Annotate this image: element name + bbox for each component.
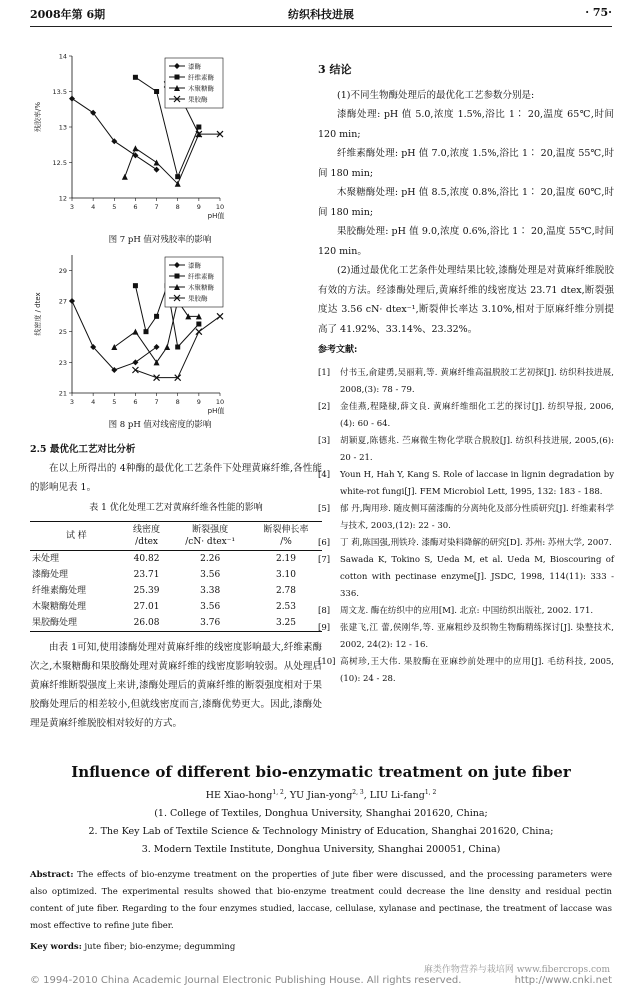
data-point	[154, 167, 160, 173]
keywords-label: Key words:	[30, 942, 82, 953]
data-point	[144, 329, 149, 334]
english-title: Influence of different bio-enzymatic treatment on jute fiber	[71, 763, 571, 781]
x-tick-label: 3	[69, 398, 75, 406]
figure-7-chart	[30, 40, 280, 230]
y-axis-label: 线密度 / dtex	[34, 292, 42, 336]
english-abstract	[30, 867, 612, 935]
journal-name: 纺织科技进展	[288, 8, 354, 21]
conclusion-1: (1)不同生物酶处理后的最优化工艺参数分别是:	[337, 89, 535, 101]
table-cell: 26.08	[123, 615, 171, 632]
watermark: 麻类作物营养与栽培网 www.fibercrops.com	[423, 965, 610, 975]
legend-label: 果胶酶	[188, 294, 208, 303]
y-tick-label: 12	[58, 194, 67, 203]
x-tick-label: 6	[133, 398, 138, 406]
page-header	[30, 6, 612, 24]
data-point	[133, 283, 138, 288]
ref-number: [8]	[318, 605, 331, 616]
table-cell: 27.01	[133, 602, 160, 612]
table-cell: 3.56	[200, 602, 221, 612]
ref-text: 郁 丹,陶用珍. 随皮侧耳菌漆酶的分离纯化及部分性质研究[J]. 纤维素科学与技术, 2003,(12): 22 - 30.	[340, 503, 614, 531]
x-tick-label: 6	[133, 203, 138, 211]
y-tick-label: 29	[58, 266, 67, 275]
x-tick-label: 10	[215, 398, 225, 406]
y-tick-label: 23	[58, 358, 67, 367]
reference-item	[318, 467, 614, 501]
series-line	[114, 301, 199, 362]
author-name: HE Xiao-hong	[205, 790, 273, 802]
ref-number: [10]	[318, 656, 336, 667]
issue-label: 2008年第 6期	[30, 8, 106, 21]
data-point	[122, 174, 128, 180]
paragraph-analysis: 由表 1可知,使用漆酶处理对黄麻纤维的线密度影响最大,纤维素酶次之,木聚糖酶和果胶酶处理对黄麻纤维的线密度影响较弱。从处理后黄麻纤维断裂强度上来讲,漆酶处理后的黄麻纤维的断裂强度相对于果胶酶处理后的相差较小,但就线密度而言,漆酶优势更大。因此,漆酶处理是黄麻纤维脱胶相对较好的方式。	[30, 642, 322, 729]
series-line	[125, 134, 199, 184]
author-affiliation-mark: 1, 2	[424, 789, 437, 796]
legend-label: 漆酶	[188, 261, 201, 270]
ref-number: [9]	[318, 622, 331, 633]
table-cell: 3.25	[250, 615, 322, 632]
ref-number: [5]	[318, 503, 331, 514]
data-point	[132, 367, 138, 373]
x-tick-label: 7	[154, 203, 159, 211]
table-row	[30, 583, 322, 599]
ref-text: 丁 莉,陈国强,刑铁玲. 漆酶对染料降解的研究[D]. 苏州: 苏州大学, 2007.	[340, 537, 612, 548]
author-name: , YU Jian-yong	[283, 790, 353, 802]
affiliation-2: 2. The Key Lab of Textile Science & Technology Ministry of Education, Shanghai 201620, China;	[88, 826, 554, 838]
reference-item	[318, 552, 614, 603]
legend-label: 纤维素酶	[188, 73, 214, 82]
table-cell: 漆酶处理	[32, 570, 69, 580]
page-number: · 75·	[585, 6, 612, 19]
conclusion-1-cellulase: 纤维素酶处理: pH 值 7.0,浓度 1.5%,浴比 1∶ 20,温度 55℃,时间 180 min;	[318, 148, 614, 179]
reference-item	[318, 365, 614, 399]
abstract-text: The effects of bio-enzyme treatment on the properties of jute fiber were discussed, and the processing parameters were also optimized. The experimental results showed that bio-enzyme treatment could decrease the line density and residual pectin content of jute fiber. Regarding to the four enzymes studied, laccase, cellulase, xylanase and pectinase, the treatment of laccase was most effective to refine jute fiber.	[30, 870, 613, 932]
references-list	[318, 365, 614, 688]
y-tick-label: 13.5	[52, 88, 67, 96]
left-column	[30, 440, 322, 733]
data-point	[132, 329, 138, 335]
table-header: 断裂强度 /cN· dtex⁻¹	[170, 522, 250, 551]
data-point	[154, 89, 159, 94]
table-cell: 3.38	[200, 586, 221, 596]
x-tick-label: 5	[112, 203, 117, 211]
reference-item	[318, 501, 614, 535]
data-point	[217, 313, 223, 319]
table-header: 线密度 /dtex	[123, 522, 171, 551]
ref-number: [7]	[318, 554, 331, 565]
data-point	[175, 75, 180, 80]
section-3-heading: 3 结论	[318, 63, 352, 76]
table-cell: 2.19	[275, 554, 297, 564]
section-2-5-heading: 2.5 最优化工艺对比分析	[30, 444, 136, 455]
y-tick-label: 13	[58, 123, 67, 132]
ref-text: Youn H, Hah Y, Kang S. Role of laccase in lignin degradation by white-rot fungi[J]. FEM Microbiol Lett, 1995, 132: 183 - 188.	[340, 469, 614, 497]
ref-number: [3]	[318, 435, 331, 446]
table-row	[30, 615, 322, 632]
legend-label: 木聚糖酶	[188, 84, 214, 93]
legend-label: 果胶酶	[188, 95, 208, 104]
table-cell: 3.56	[200, 570, 221, 580]
data-point	[196, 329, 202, 335]
y-tick-label: 21	[58, 389, 67, 398]
x-tick-label: 9	[196, 203, 201, 211]
figure-8-caption: 图 8 pH 值对线密度的影响	[108, 420, 212, 430]
header-rule	[30, 26, 612, 27]
x-axis-label: pH值	[207, 212, 225, 220]
table-header: 试 样	[30, 522, 123, 551]
data-point	[133, 75, 138, 80]
table-cell: 未处理	[32, 554, 60, 564]
ref-text: 金佳燕,程隆棣,薛文良. 黄麻纤维细化工艺的探讨[J]. 纺织导报, 2006,(4): 60 - 64.	[340, 401, 614, 429]
table-1	[30, 521, 322, 632]
right-column	[318, 60, 614, 688]
data-point	[196, 322, 201, 327]
english-abstract-block	[30, 760, 612, 956]
table-cell: 3.76	[170, 615, 250, 632]
data-point	[69, 298, 75, 304]
ref-text: Sawada K, Tokino S, Ueda M, et al. Ueda M, Bioscouring of cotton with pectinase enzyme[J]. JSDC, 1998, 114(11): 333 - 336.	[340, 554, 614, 599]
reference-item	[318, 603, 614, 620]
abstract-label: Abstract:	[30, 870, 74, 881]
author-affiliation-mark: 1, 2	[272, 789, 284, 796]
x-tick-label: 10	[215, 203, 225, 211]
y-tick-label: 25	[58, 328, 67, 337]
keywords-text: jute fiber; bio-enzyme; degumming	[84, 942, 236, 953]
footer-url[interactable]: http://www.cnki.net	[514, 975, 612, 986]
data-point	[154, 160, 160, 166]
data-point	[154, 359, 160, 365]
table-cell: 25.39	[133, 586, 160, 596]
reference-item	[318, 654, 614, 688]
copyright-notice: © 1994-2010 China Academic Journal Electronic Publishing House. All rights reserved.	[30, 975, 462, 986]
y-tick-label: 12.5	[52, 159, 67, 167]
conclusion-1-xylanase: 木聚糖酶处理: pH 值 8.5,浓度 0.8%,浴比 1∶ 20,温度 60℃,时间 180 min;	[318, 187, 614, 218]
data-point	[175, 274, 180, 279]
ref-number: [2]	[318, 401, 331, 412]
figure-7-caption: 图 7 pH 值对残胶率的影响	[108, 235, 212, 245]
affiliation-1: (1. College of Textiles, Donghua University, Shanghai 201620, China;	[154, 808, 488, 820]
table-cell: 果胶酶处理	[30, 615, 123, 632]
data-point	[164, 344, 170, 350]
series-line	[72, 301, 157, 370]
conclusion-1-laccase: 漆酶处理: pH 值 5.0,浓度 1.5%,浴比 1∶ 20,温度 65℃,时间 120 min;	[318, 109, 614, 140]
table-cell: 40.82	[133, 554, 160, 564]
data-point	[132, 145, 138, 151]
reference-item	[318, 620, 614, 654]
x-tick-label: 3	[69, 203, 75, 211]
x-tick-label: 4	[91, 398, 96, 406]
series-line	[72, 99, 157, 170]
figure-8-chart	[30, 245, 280, 415]
ref-text: 高树珍,王大伟. 果胶酶在亚麻纱前处理中的应用[J]. 毛纺科技, 2005,(10): 24 - 28.	[340, 656, 614, 684]
ref-text: 张建飞,江 蕾,侯刚华,等. 亚麻粗纱及织物生物酶精练探讨[J]. 染整技术, 2002, 24(2): 12 - 16.	[340, 622, 614, 650]
references-title: 参考文献:	[318, 345, 358, 355]
paragraph-intro: 在以上所得出的 4种酶的最优化工艺条件下处理黄麻纤维,各性能的影响见表 1。	[30, 463, 322, 493]
table-cell: 23.71	[133, 570, 160, 580]
reference-item	[318, 535, 614, 552]
english-keywords	[30, 939, 612, 956]
table-cell: 3.10	[275, 570, 297, 580]
y-tick-label: 27	[58, 297, 67, 306]
table-cell: 纤维素酶处理	[32, 586, 87, 596]
x-axis-label: pH值	[207, 407, 225, 415]
ref-text: 付书玉,俞建勇,吴丽莉,等. 黄麻纤维高温脱胶工艺初探[J]. 纺织科技进展, 2008,(3): 78 - 79.	[340, 367, 614, 395]
data-point	[69, 96, 75, 102]
ref-number: [1]	[318, 367, 331, 378]
y-tick-label: 14	[58, 52, 67, 61]
table-row	[30, 567, 322, 583]
x-tick-label: 7	[154, 398, 159, 406]
table-cell: 2.26	[200, 554, 221, 564]
data-point	[154, 314, 159, 319]
x-tick-label: 8	[175, 398, 180, 406]
ref-text: 胡颖夏,陈德兆. 苎麻微生物化学联合脱胶[J]. 纺织科技进展, 2005,(6): 20 - 21.	[340, 435, 614, 463]
legend-label: 纤维素酶	[188, 272, 214, 281]
x-tick-label: 4	[91, 203, 96, 211]
table-row	[30, 599, 322, 615]
table-cell: 2.78	[275, 586, 297, 596]
table-cell: 2.53	[275, 602, 297, 612]
data-point	[196, 125, 201, 130]
ref-number: [6]	[318, 537, 331, 548]
reference-item	[318, 399, 614, 433]
x-tick-label: 8	[175, 203, 180, 211]
legend-label: 木聚糖酶	[188, 283, 214, 292]
table-1-caption: 表 1 优化处理工艺对黄麻纤维各性能的影响	[89, 503, 263, 513]
conclusion-1-pectinase: 果胶酶处理: pH 值 9.0,浓度 0.6%,浴比 1∶ 20,温度 55℃,时间 120 min。	[318, 226, 614, 257]
data-point	[175, 345, 180, 350]
table-row	[30, 551, 322, 568]
author-affiliation-mark: 2, 3	[352, 789, 364, 796]
table-cell: 木聚糖酶处理	[32, 602, 87, 612]
affiliation-3: 3. Modern Textile Institute, Donghua University, Shanghai 200051, China)	[141, 844, 501, 856]
english-authors	[30, 784, 612, 805]
ref-number: [4]	[318, 469, 331, 480]
y-axis-label: 残胶率/%	[34, 101, 42, 133]
author-name: , LIU Li-fang	[363, 790, 425, 802]
legend-label: 漆酶	[188, 62, 201, 71]
x-tick-label: 9	[196, 398, 201, 406]
x-tick-label: 5	[112, 398, 117, 406]
table-header: 断裂伸长率 /%	[250, 522, 322, 551]
conclusion-2: (2)通过最优化工艺条件处理结果比较,漆酶处理是对黄麻纤维脱胶有效的方法。经漆酶处理后,黄麻纤维的线密度达 23.71 dtex,断裂强度达 3.56 cN· dtex⁻¹,断裂伸长率达 3.10%,相对于原麻纤维分别提高了 41.92%、33.14%、23.32%。	[318, 265, 614, 335]
reference-item	[318, 433, 614, 467]
ref-text: 周文龙. 酶在纺织中的应用[M]. 北京: 中国纺织出版社, 2002. 171.	[340, 605, 594, 616]
